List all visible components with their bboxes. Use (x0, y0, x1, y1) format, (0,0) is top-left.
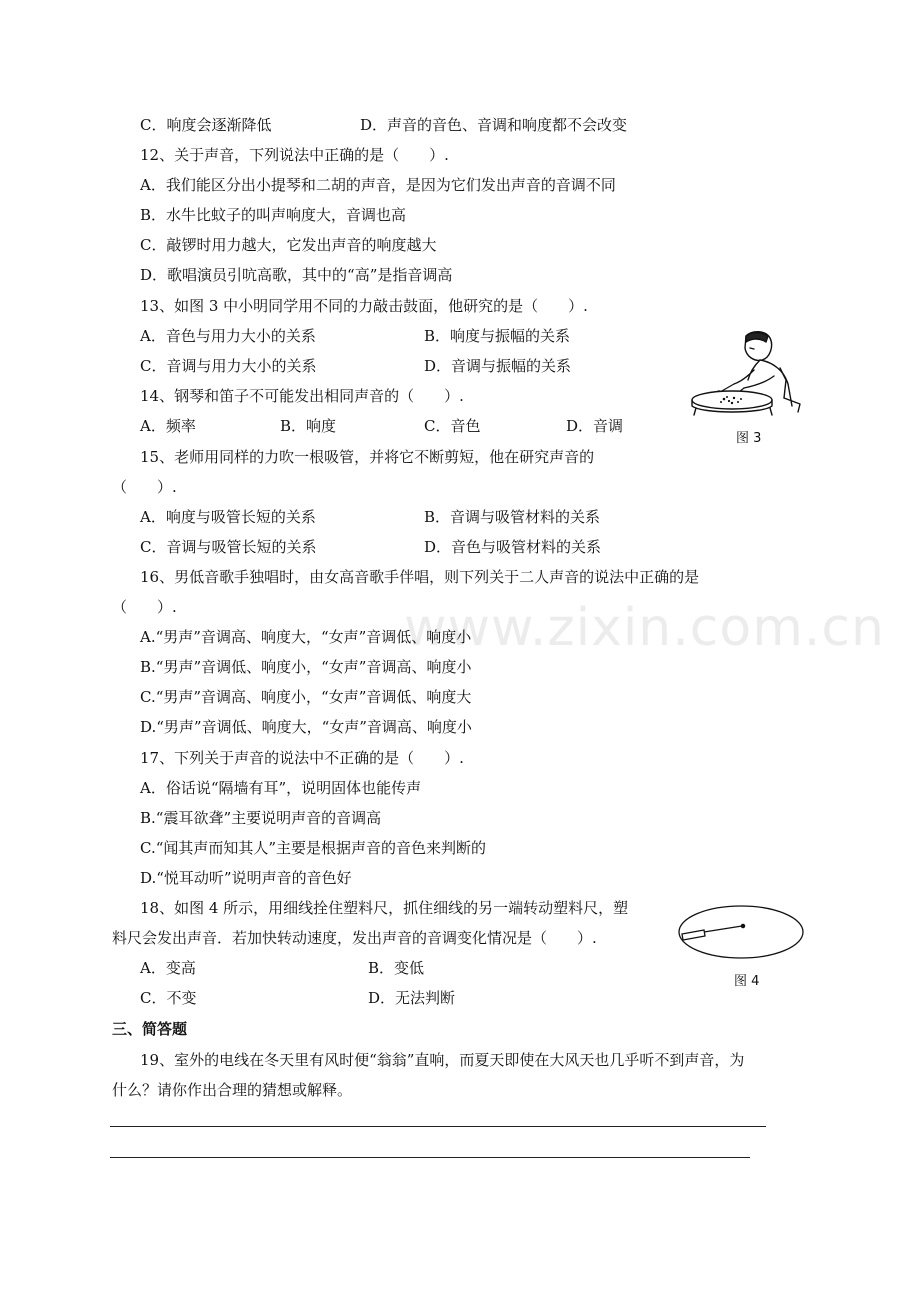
q17-option-b: B.“震耳欲聋”主要说明声音的音调高 (140, 809, 382, 827)
figure-3-caption: 图 3 (736, 431, 762, 446)
q14-option-c: C．音色 (424, 417, 481, 435)
q19-stem: 19、室外的电线在冬天里有风时便“翁翁”直响，而夏天即使在大风天也几乎听不到声音，为 (140, 1051, 745, 1069)
q18-option-b: B．变低 (368, 959, 425, 977)
q14-option-d: D．音调 (566, 417, 624, 435)
answer-line-1[interactable] (110, 1126, 766, 1127)
q12-stem: 12、关于声音，下列说法中正确的是（ ）. (140, 146, 449, 164)
q18-option-d: D．无法判断 (368, 989, 456, 1007)
q18-option-c: C．不变 (140, 989, 197, 1007)
q12-option-c: C．敲锣时用力越大，它发出声音的响度越大 (140, 236, 437, 254)
q18-option-a: A．变高 (140, 959, 196, 977)
q17-option-c: C.“闻其声而知其人”主要是根据声音的音色来判断的 (140, 839, 487, 857)
q12-option-b: B．水牛比蚊子的叫声响度大，音调也高 (140, 206, 407, 224)
q15-option-b: B．音调与吸管材料的关系 (424, 508, 601, 526)
q15-option-c: C．音调与吸管长短的关系 (140, 538, 317, 556)
section-3-heading: 三、简答题 (112, 1020, 188, 1038)
q13-option-d: D．音调与振幅的关系 (424, 357, 572, 375)
q12-option-d: D．歌唱演员引吭高歌，其中的“高”是指音调高 (140, 266, 453, 284)
q16-stem-continued: （ ）. (112, 598, 177, 616)
q13-option-b: B．响度与振幅的关系 (424, 327, 571, 345)
q17-option-a: A．俗话说“隔墙有耳”，说明固体也能传声 (140, 779, 422, 797)
q16-option-b: B.“男声”音调低、响度小，“女声”音调高、响度小 (140, 658, 472, 676)
q12-option-a: A．我们能区分出小提琴和二胡的声音，是因为它们发出声音的音调不同 (140, 176, 616, 194)
q16-option-a: A.“男声”音调高、响度大，“女声”音调低、响度小 (140, 628, 472, 646)
q18-stem-continued: 料尺会发出声音．若加快转动速度，发出声音的音调变化情况是（ ）. (112, 929, 597, 947)
q13-option-a: A．音色与用力大小的关系 (140, 327, 316, 345)
q15-stem-continued: （ ）. (112, 478, 177, 496)
q16-option-c: C.“男声”音调高、响度小，“女声”音调低、响度大 (140, 688, 472, 706)
q16-option-d: D.“男声”音调低、响度大，“女声”音调高、响度小 (140, 718, 472, 736)
watermark: www.zixin.com.cn (404, 598, 885, 658)
q15-option-d: D．音色与吸管材料的关系 (424, 538, 602, 556)
answer-line-2[interactable] (110, 1157, 750, 1158)
q17-stem: 17、下列关于声音的说法中不正确的是（ ）. (140, 749, 464, 767)
q13-option-c: C．音调与用力大小的关系 (140, 357, 317, 375)
q18-stem: 18、如图 4 所示，用细线拴住塑料尺，抓住细线的另一端转动塑料尺，塑 (140, 899, 629, 917)
figure-4-ruler-illustration (676, 904, 806, 964)
figure-3-drum-illustration (688, 328, 804, 416)
q13-stem: 13、如图 3 中小明同学用不同的力敲击鼓面，他研究的是（ ）. (140, 297, 588, 315)
q16-stem: 16、男低音歌手独唱时，由女高音歌手伴唱，则下列关于二人声音的说法中正确的是 (140, 568, 700, 586)
q14-stem: 14、钢琴和笛子不可能发出相同声音的（ ）. (140, 387, 464, 405)
q14-option-a: A．频率 (140, 417, 196, 435)
q17-option-d: D.“悦耳动听”说明声音的音色好 (140, 869, 352, 887)
q11-option-d: D．声音的音色、音调和响度都不会改变 (360, 116, 628, 134)
q14-option-b: B．响度 (280, 417, 337, 435)
q15-option-a: A．响度与吸管长短的关系 (140, 508, 316, 526)
figure-4-caption: 图 4 (734, 974, 760, 989)
q11-option-c: C．响度会逐渐降低 (140, 116, 272, 134)
q19-stem-continued: 什么？请你作出合理的猜想或解释。 (112, 1081, 353, 1099)
q15-stem: 15、老师用同样的力吹一根吸管，并将它不断剪短，他在研究声音的 (140, 448, 595, 466)
